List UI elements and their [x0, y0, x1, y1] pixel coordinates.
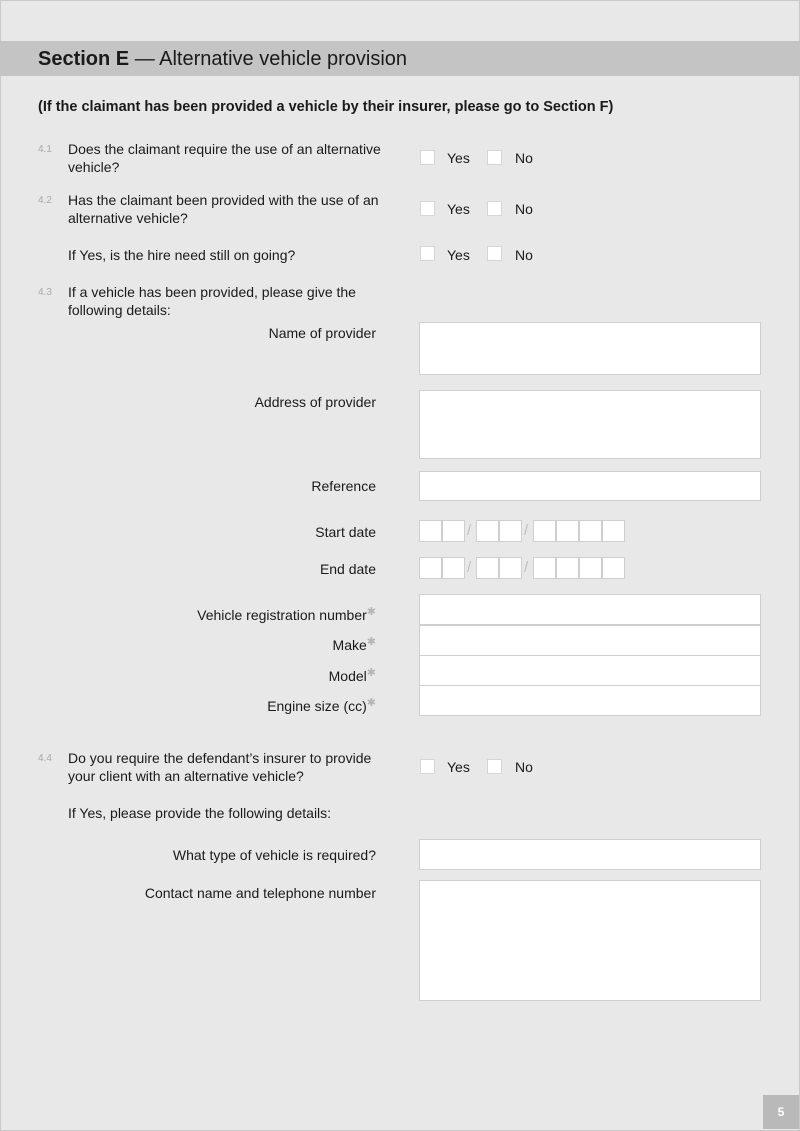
section-header [0, 41, 800, 76]
question-text: Has the claimant been provided with the use of an alternative vehicle? [68, 192, 379, 226]
yes-label: Yes [447, 759, 470, 775]
no-label: No [515, 247, 533, 263]
vrn-label: Vehicle registration number✱ [197, 606, 376, 623]
no-checkbox[interactable] [487, 246, 502, 261]
required-star-icon: ✱ [366, 697, 376, 709]
date-digit-box[interactable] [579, 557, 602, 579]
page-number: 5 [763, 1095, 799, 1129]
followup-note: If Yes, please provide the following details: [68, 805, 332, 821]
no-label: No [515, 201, 533, 217]
provider-address-label: Address of provider [254, 394, 376, 410]
vehicle-type-label: What type of vehicle is required? [172, 847, 376, 863]
date-digit-box[interactable] [419, 557, 442, 579]
make-field[interactable] [419, 625, 761, 656]
intro-instruction: (If the claimant has been provided a vehicle by their insurer, please go to Section F) [38, 99, 614, 115]
date-digit-box[interactable] [476, 557, 499, 579]
question-number: 4.2 [38, 195, 52, 206]
yes-label: Yes [447, 201, 470, 217]
make-label: Make✱ [332, 636, 376, 653]
provider-name-label: Name of provider [268, 325, 376, 341]
yes-label: Yes [447, 247, 470, 263]
end-date-label: End date [319, 561, 376, 577]
contact-label: Contact name and telephone number [144, 885, 376, 901]
date-digit-box[interactable] [602, 520, 625, 542]
question-text: If a vehicle has been provided, please give the following details: [68, 284, 356, 318]
yes-checkbox[interactable] [420, 759, 435, 774]
no-checkbox[interactable] [487, 150, 502, 165]
date-digit-box[interactable] [579, 520, 602, 542]
date-digit-box[interactable] [556, 557, 579, 579]
date-digit-box[interactable] [556, 520, 579, 542]
date-separator: / [467, 559, 472, 576]
date-digit-box[interactable] [499, 520, 522, 542]
required-star-icon: ✱ [366, 667, 376, 679]
model-label: Model✱ [328, 667, 376, 684]
provider-name-field[interactable] [419, 322, 761, 375]
no-checkbox[interactable] [487, 201, 502, 216]
date-digit-box[interactable] [442, 557, 465, 579]
question-number: 4.3 [38, 287, 52, 298]
reference-label: Reference [311, 478, 376, 494]
reference-field[interactable] [419, 471, 761, 501]
no-label: No [515, 150, 533, 166]
date-separator: / [524, 559, 529, 576]
date-digit-box[interactable] [419, 520, 442, 542]
model-field[interactable] [419, 655, 761, 686]
engine-size-label: Engine size (cc)✱ [267, 697, 376, 714]
no-label: No [515, 759, 533, 775]
question-text: Do you require the defendant’s insurer to provide your client with an alternative vehicle? [68, 750, 372, 784]
question-number: 4.1 [38, 144, 52, 155]
yes-checkbox[interactable] [420, 150, 435, 165]
date-digit-box[interactable] [442, 520, 465, 542]
required-star-icon: ✱ [366, 606, 376, 618]
date-digit-box[interactable] [602, 557, 625, 579]
yes-label: Yes [447, 150, 470, 166]
date-digit-box[interactable] [533, 520, 556, 542]
yes-checkbox[interactable] [420, 246, 435, 261]
vehicle-type-field[interactable] [419, 839, 761, 870]
question-number: 4.4 [38, 753, 52, 764]
question-text: Does the claimant require the use of an alternative vehicle? [68, 141, 381, 175]
engine-size-field[interactable] [419, 685, 761, 716]
provider-address-field[interactable] [419, 390, 761, 459]
date-separator: / [467, 522, 472, 539]
date-separator: / [524, 522, 529, 539]
start-date-label: Start date [315, 524, 376, 540]
date-digit-box[interactable] [533, 557, 556, 579]
required-star-icon: ✱ [366, 636, 376, 648]
date-digit-box[interactable] [476, 520, 499, 542]
yes-checkbox[interactable] [420, 201, 435, 216]
section-title: Section E — Alternative vehicle provision [38, 48, 408, 70]
vrn-field[interactable] [419, 594, 761, 625]
contact-field[interactable] [419, 880, 761, 1001]
question-text: If Yes, is the hire need still on going? [68, 247, 296, 263]
no-checkbox[interactable] [487, 759, 502, 774]
date-digit-box[interactable] [499, 557, 522, 579]
